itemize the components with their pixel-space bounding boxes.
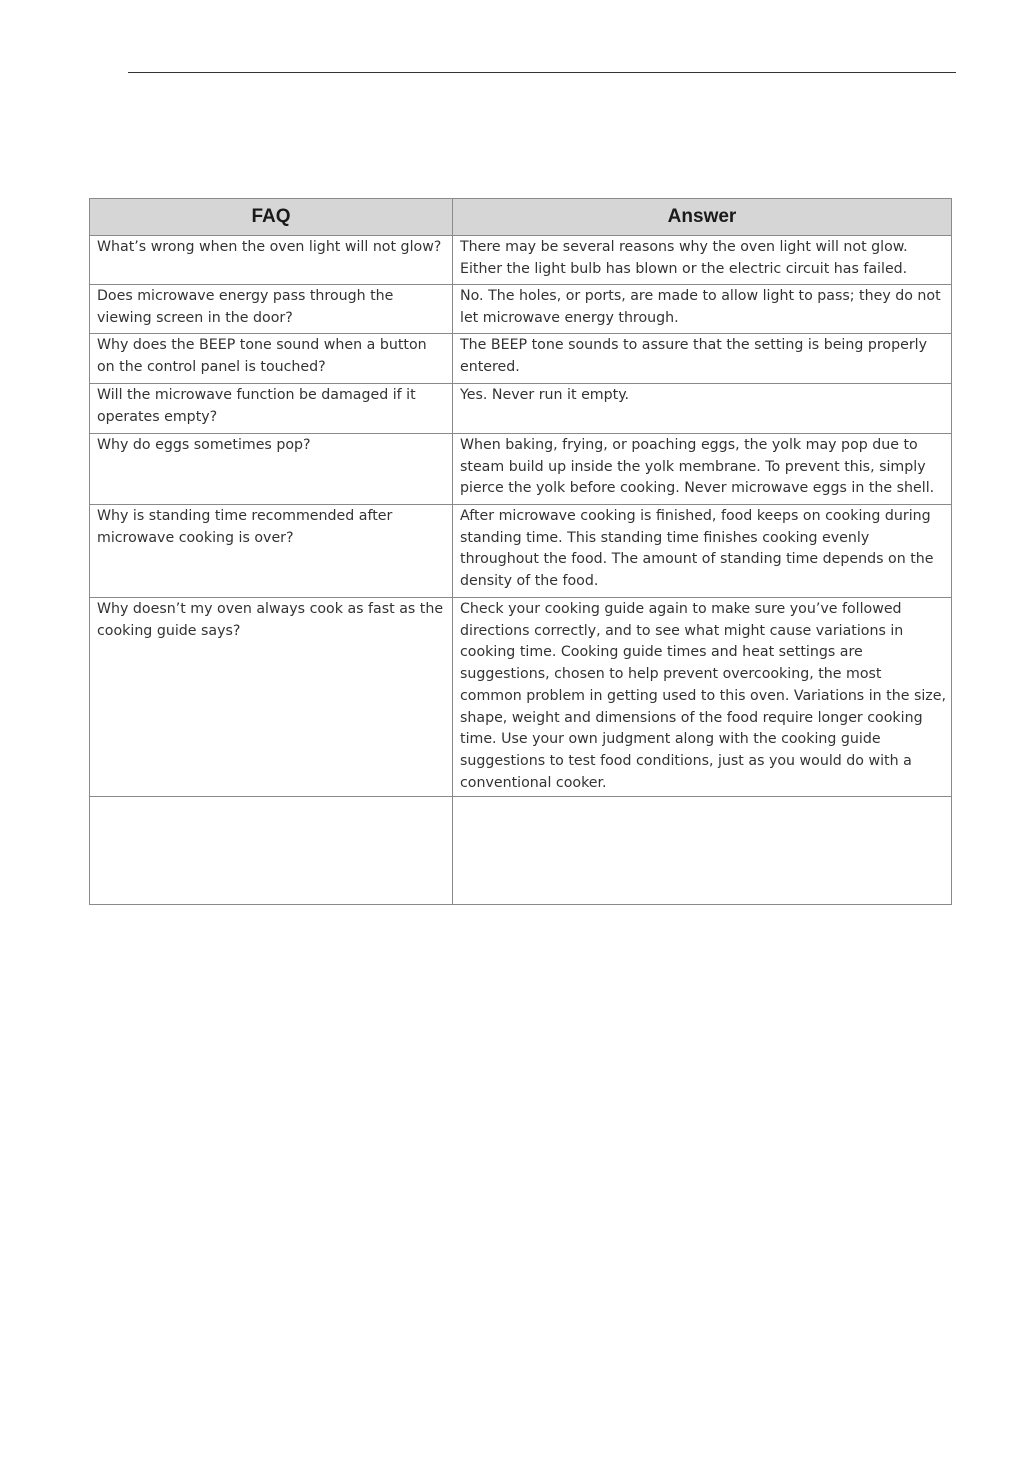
table-row bbox=[90, 334, 952, 384]
table-row bbox=[90, 285, 952, 334]
faq-answer: The BEEP tone sounds to assure that the setting is being properly entered. bbox=[453, 334, 952, 384]
faq-answer: When baking, frying, or poaching eggs, the yolk may pop due to steam build up inside the yolk membrane. To prevent this, simply pierce the yolk before cooking. Never microwave eggs in the shell. bbox=[453, 434, 952, 505]
table-row bbox=[90, 384, 952, 434]
faq-question: What’s wrong when the oven light will not glow? bbox=[90, 236, 453, 285]
header-rule bbox=[128, 72, 956, 73]
faq-answer: Check your cooking guide again to make sure you’ve followed directions correctly, and to see what might cause variations in cooking time. Cooking guide times and heat settings are suggestions, chosen to help prevent overcooking, the most common problem in getting used to this oven. Variations in the size, shape, weight and dimensions of the food require longer cooking time. Use your own judgment along with the cooking guide suggestions to test food conditions, just as you would do with a conventional cooker. bbox=[453, 598, 952, 797]
faq-answer: No. The holes, or ports, are made to allow light to pass; they do not let microwave energy through. bbox=[453, 285, 952, 334]
table-row bbox=[90, 434, 952, 505]
faq-question bbox=[90, 797, 453, 905]
table-row bbox=[90, 598, 952, 797]
faq-question: Why doesn’t my oven always cook as fast as the cooking guide says? bbox=[90, 598, 453, 797]
faq-question: Why is standing time recommended after microwave cooking is over? bbox=[90, 505, 453, 598]
faq-question: Why do eggs sometimes pop? bbox=[90, 434, 453, 505]
answer-column-header: Answer bbox=[453, 199, 952, 236]
faq-question: Does microwave energy pass through the viewing screen in the door? bbox=[90, 285, 453, 334]
table-row-empty bbox=[90, 797, 952, 905]
table-row bbox=[90, 505, 952, 598]
faq-table bbox=[89, 198, 952, 905]
faq-answer: Yes. Never run it empty. bbox=[453, 384, 952, 434]
faq-question: Why does the BEEP tone sound when a button on the control panel is touched? bbox=[90, 334, 453, 384]
faq-answer: There may be several reasons why the oven light will not glow. Either the light bulb has blown or the electric circuit has failed. bbox=[453, 236, 952, 285]
table-header-row bbox=[90, 199, 952, 236]
table-row bbox=[90, 236, 952, 285]
faq-question: Will the microwave function be damaged if it operates empty? bbox=[90, 384, 453, 434]
faq-column-header: FAQ bbox=[90, 199, 453, 236]
faq-answer bbox=[453, 797, 952, 905]
faq-answer: After microwave cooking is finished, food keeps on cooking during standing time. This standing time finishes cooking evenly throughout the food. The amount of standing time depends on the density of the food. bbox=[453, 505, 952, 598]
